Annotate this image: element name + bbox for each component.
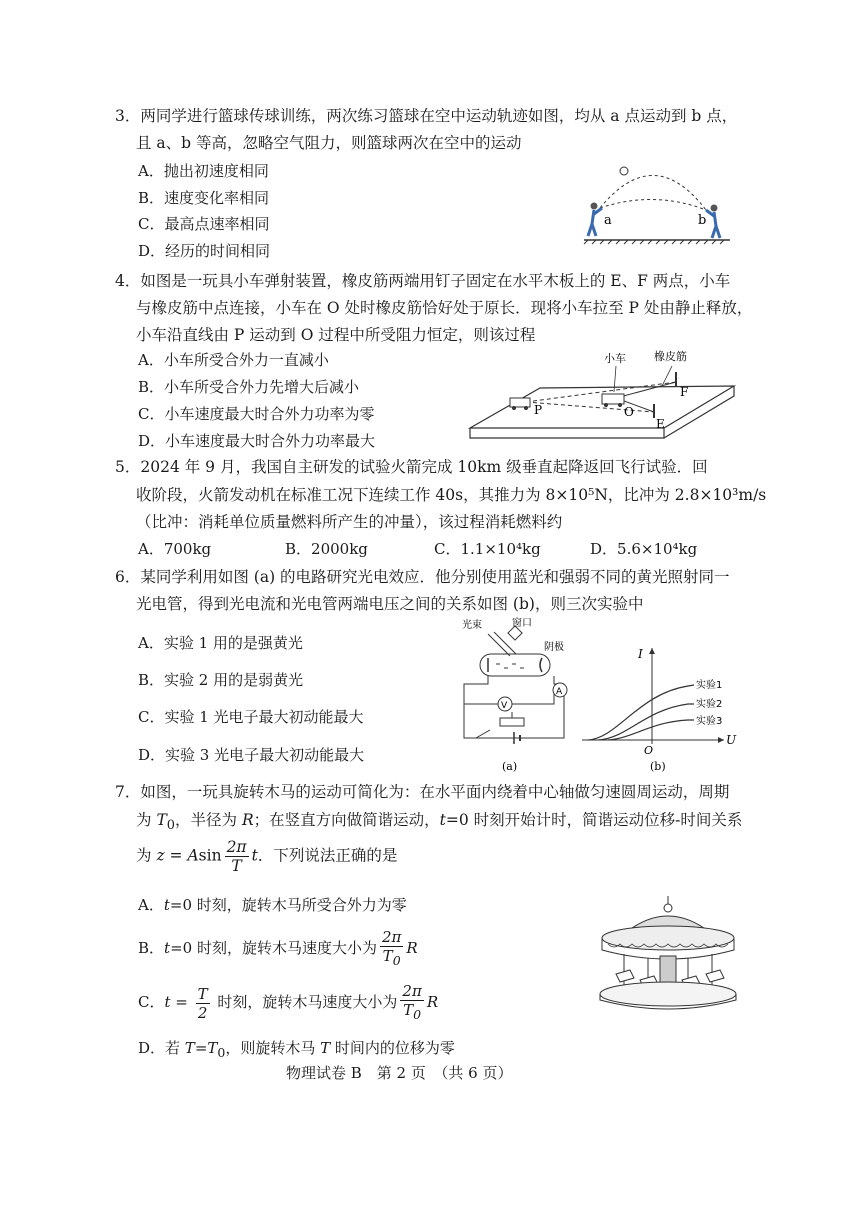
q4-stem-line2: 与橡皮筋中点连接，小车在 O 处时橡皮筋恰好处于原长．现将小车拉至 P 处由静止释放， (136, 299, 753, 317)
q6-iv-graph (578, 644, 738, 774)
q3-stem-line2: 且 a、b 等高，忽略空气阻力，则篮球两次在空中的运动 (136, 134, 522, 152)
q5-stem-line1: 5．2024 年 9 月，我国自主研发的试验火箭完成 10km 级垂直起降返回飞行试验．回 (115, 458, 708, 476)
q6-graph-origin: O (644, 744, 654, 757)
q5-option-d: D．5.6×10⁴kg (590, 540, 698, 558)
q7-stem-line2: 为 $T_0$，半径为 R；在竖直方向做简谐运动，t=0 时刻开始计时，简谐运动位移-时间关系 (136, 811, 743, 834)
q4-option-c: C．小车速度最大时合外力功率为零 (138, 405, 375, 423)
q6-caption-a: (a) (502, 760, 518, 773)
q4-label-p: P (534, 403, 543, 417)
q4-label-car: 小车 (604, 352, 626, 365)
q4-label-e: E (656, 417, 665, 431)
q3-option-b: B．速度变化率相同 (138, 189, 270, 207)
q5-option-a: A．700kg (138, 540, 212, 558)
q6-label-plate: 阴极 (544, 642, 564, 653)
q5-stem-line3: （比冲：消耗单位质量燃料所产生的冲量），该过程消耗燃料约 (136, 513, 563, 531)
q4-option-b: B．小车所受合外力先增大后减小 (138, 378, 360, 396)
q6-graph-exp2: 实验2 (696, 699, 723, 710)
q6-option-d: D．实验 3 光电子最大初动能最大 (138, 746, 365, 764)
q4-car-launcher-figure (466, 342, 738, 452)
q6-stem-line2: 光电管，得到光电流和光电管两端电压之间的关系如图 (b)，则三次实验中 (136, 595, 644, 613)
q3-basketball-figure (578, 160, 738, 250)
q7-carousel-figure (594, 894, 742, 1010)
q4-label-f: F (680, 385, 689, 399)
q6-label-window: 窗口 (512, 618, 532, 629)
q6-graph-axis-u: U (726, 733, 737, 747)
q3-option-d: D．经历的时间相同 (138, 242, 271, 260)
q6-option-b: B．实验 2 用的是弱黄光 (138, 671, 304, 689)
q6-option-c: C．实验 1 光电子最大初动能最大 (138, 708, 364, 726)
q6-caption-b: (b) (650, 760, 666, 773)
q7-formula-fraction: $\frac{2\pi}{T}$ (226, 838, 247, 875)
q6-graph-exp3: 实验3 (696, 716, 723, 727)
q5-stem-line2: 收阶段，火箭发动机在标准工况下连续工作 40s，其推力为 8×10⁵N，比冲为 2.8×10³m/s (136, 486, 767, 504)
q6-stem-line1: 6．某同学利用如图 (a) 的电路研究光电效应．他分别使用蓝光和强弱不同的黄光照射同一 (115, 568, 730, 586)
q3-label-a: a (604, 213, 612, 228)
page-footer: 物理试卷 B 第 2 页 （共 6 页） (286, 1064, 513, 1082)
q6-ammeter-label: A (556, 687, 563, 697)
q4-option-d: D．小车速度最大时合外力功率最大 (138, 432, 376, 450)
q5-option-b: B．2000kg (285, 540, 368, 558)
q3-label-b: b (698, 213, 707, 228)
q3-option-a: A．抛出初速度相同 (138, 162, 269, 180)
q6-graph-axis-i: I (638, 647, 643, 661)
q6-circuit-figure (454, 614, 576, 774)
q4-stem-line1: 4．如图是一玩具小车弹射装置，橡皮筋两端用钉子固定在水平木板上的 E、F 两点，小车 (115, 272, 731, 290)
q7-option-d: D．若 $T=T_0$，则旋转木马 T 时间内的位移为零 (138, 1039, 455, 1060)
q5-option-c: C．1.1×10⁴kg (434, 540, 541, 558)
q3-stem-line1: 3．两同学进行篮球传球训练，两次练习篮球在空中运动轨迹如图，均从 a 点运动到 b 点， (115, 107, 738, 125)
q7-stem-line1: 7．如图，一玩具旋转木马的运动可简化为：在水平面内绕着中心轴做匀速圆周运动，周期 (115, 783, 730, 801)
q6-option-a: A．实验 1 用的是强黄光 (138, 634, 303, 652)
q7-option-c: C．t = $\frac{T}{2}$ 时刻，旋转木马速度大小为 $\frac{2\pi}{T_0}$ R (138, 982, 439, 1022)
q4-stem-line3: 小车沿直线由 P 运动到 O 过程中所受阻力恒定，则该过程 (136, 326, 536, 344)
q4-label-o: O (624, 405, 634, 419)
q7-stem-line3: 为 z = Asin $\frac{2\pi}{T}$ t．下列说法正确的是 (136, 838, 398, 875)
q3-option-c: C．最高点速率相同 (138, 215, 270, 233)
q6-graph-exp1: 实验1 (696, 680, 723, 691)
q6-voltmeter-label: V (501, 701, 508, 711)
q4-label-band: 橡皮筋 (654, 350, 687, 363)
q6-label-beam: 光束 (462, 620, 482, 631)
q7-option-a: A．t=0 时刻，旋转木马所受合外力为零 (138, 896, 407, 914)
q7-option-b: B．t=0 时刻，旋转木马速度大小为 $\frac{2\pi}{T_0}$ R (138, 928, 418, 968)
q4-option-a: A．小车所受合外力一直减小 (138, 351, 329, 369)
